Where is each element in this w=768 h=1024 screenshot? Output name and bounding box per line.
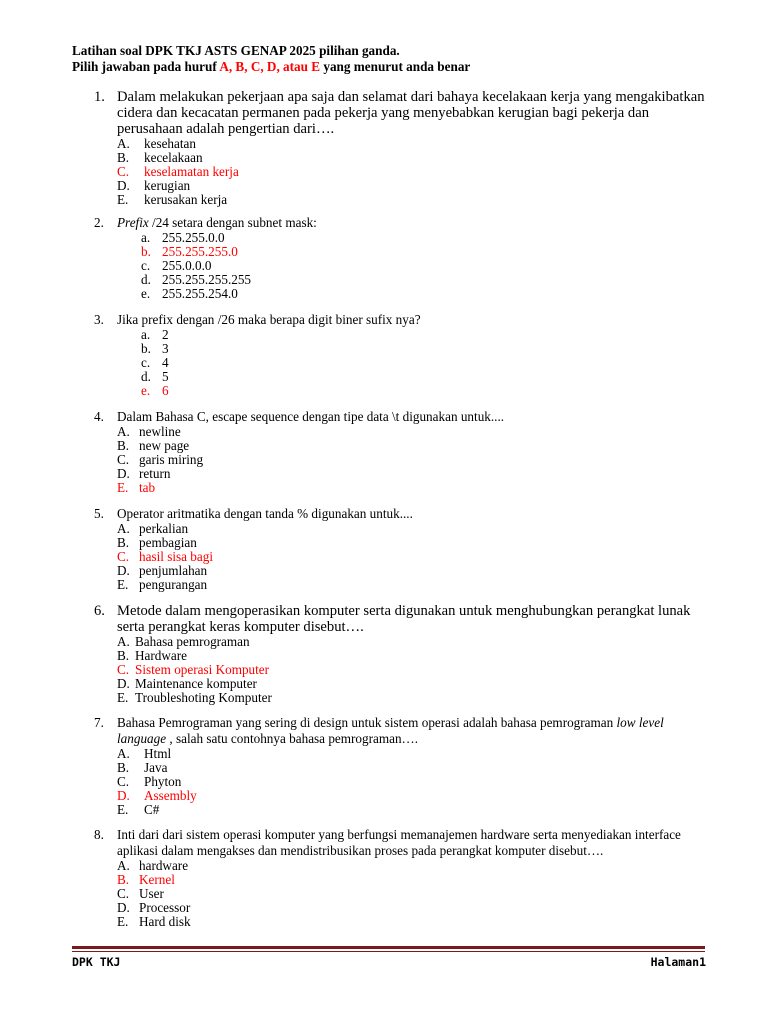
option-letter: b. [141,341,151,356]
option-text: 3 [162,341,169,356]
option-letter: D. [117,788,130,803]
header-instruction [72,59,470,75]
document-header [72,43,470,75]
option-a[interactable] [117,522,706,536]
option-letter: C. [117,662,130,677]
header-instruction-highlight: A, B, C, D, atau E [219,59,321,74]
option-list [94,747,706,817]
option-c-correct[interactable] [117,550,706,564]
question-6 [94,603,706,715]
option-b-correct[interactable] [117,873,706,887]
question-7 [94,715,706,827]
option-a[interactable] [117,747,706,761]
option-c[interactable] [141,259,706,273]
option-text: Hardware [135,648,187,663]
question-text-tail: , salah satu contohnya bahasa pemrograman…. [166,731,419,746]
option-text: 2 [162,327,169,342]
option-text: new page [139,438,190,453]
option-e[interactable] [117,193,706,207]
option-c-correct[interactable] [117,165,706,179]
option-letter: D. [117,676,130,691]
option-text: Sistem operasi Komputer [135,662,270,677]
option-letter: E. [117,577,129,592]
option-text: pembagian [139,535,197,550]
option-letter: D. [117,466,130,481]
question-5 [94,506,706,603]
option-letter: c. [141,258,151,273]
option-letter: C. [117,452,130,467]
option-letter: E. [117,914,129,929]
option-letter: B. [117,535,130,550]
option-letter: C. [117,886,130,901]
option-e[interactable] [117,915,706,929]
option-text: perkalian [139,521,189,536]
option-d[interactable] [141,273,706,287]
option-a[interactable] [117,137,706,151]
option-d[interactable] [117,901,706,915]
option-a[interactable] [141,328,706,342]
option-b[interactable] [117,761,706,775]
footer-rule-thick [72,946,705,949]
question-text: Dalam Bahasa C, escape sequence dengan tipe data \t digunakan untuk.... [117,409,505,424]
option-text: Phyton [144,774,182,789]
option-c[interactable] [117,775,706,789]
option-text: keselamatan kerja [144,164,239,179]
option-letter: e. [141,383,151,398]
option-text: Troubleshoting Komputer [135,690,272,705]
option-text: Assembly [144,788,197,803]
option-letter: D. [117,563,130,578]
question-2 [94,215,706,312]
option-letter: A. [117,424,130,439]
option-text: kerusakan kerja [144,192,228,207]
option-e[interactable] [117,691,706,705]
question-number: 2. [94,215,104,230]
page-number: Halaman1 [650,955,706,969]
header-instruction-tail: yang menurut anda benar [320,59,471,74]
option-letter: A. [117,634,130,649]
question-number: 6. [94,603,105,619]
option-letter: B. [117,150,130,165]
question-text: Metode dalam mengoperasikan komputer serta digunakan untuk menghubungkan perangkat lunak serta perangkat keras komputer disebut…. [117,603,691,635]
option-letter: A. [117,136,130,151]
option-c[interactable] [117,453,706,467]
option-letter: C. [117,549,130,564]
option-c[interactable] [117,887,706,901]
option-text: tab [139,480,156,495]
question-3 [94,312,706,409]
option-text: Hard disk [139,914,191,929]
question-number: 4. [94,409,104,424]
option-text: newline [139,424,181,439]
option-text: 4 [162,355,169,370]
option-text: garis miring [139,452,204,467]
option-text: penjumlahan [139,563,208,578]
option-letter: A. [117,746,130,761]
option-d[interactable] [117,467,706,481]
option-list [94,635,706,705]
question-number: 5. [94,506,104,521]
footer-rule-thin [72,951,705,952]
option-b[interactable] [117,439,706,453]
option-text: pengurangan [139,577,208,592]
option-text: return [139,466,171,481]
option-e[interactable] [117,803,706,817]
question-number: 1. [94,89,105,105]
header-instruction-text: Pilih jawaban pada huruf [72,59,220,74]
option-list [94,328,706,398]
option-text: hardware [139,858,189,873]
option-text: Java [144,760,168,775]
question-text: Operator aritmatika dengan tanda % digunakan untuk.... [117,506,413,521]
option-letter: A. [117,521,130,536]
question-text-body: /24 setara dengan subnet mask: [148,215,317,230]
option-d[interactable] [141,370,706,384]
option-letter: E. [117,690,129,705]
question-text-emphasis: Prefix [117,215,149,230]
option-b[interactable] [117,151,706,165]
option-list [94,859,706,929]
option-letter: c. [141,355,151,370]
option-d[interactable] [117,564,706,578]
option-text: Html [144,746,172,761]
option-a[interactable] [117,635,706,649]
question-text-emphasis: low level language [117,715,664,746]
option-text: 255.255.255.0 [162,244,238,259]
question-1 [94,89,706,215]
option-text: 255.255.254.0 [162,286,238,301]
option-c[interactable] [141,356,706,370]
question-text-body: Bahasa Pemrograman yang sering di design untuk sistem operasi adalah bahasa pemrograman [117,715,617,730]
option-letter: d. [141,272,151,287]
option-letter: B. [117,648,130,663]
option-letter: A. [117,858,130,873]
option-text: kesehatan [144,136,196,151]
option-list [94,522,706,592]
option-letter: E. [117,802,129,817]
question-number: 7. [94,715,104,730]
question-8 [94,827,706,929]
option-text: 255.0.0.0 [162,258,212,273]
option-e[interactable] [141,287,706,301]
option-list [94,137,706,207]
option-letter: D. [117,900,130,915]
question-number: 3. [94,312,104,327]
question-text: Jika prefix dengan /26 maka berapa digit biner sufix nya? [117,312,421,327]
option-letter: a. [141,230,151,245]
option-b-correct[interactable] [141,245,706,259]
header-title: Latihan soal DPK TKJ ASTS GENAP 2025 pilihan ganda. [72,43,400,58]
option-text: 255.255.0.0 [162,230,225,245]
question-4 [94,409,706,506]
option-text: User [139,886,164,901]
option-letter: B. [117,872,130,887]
option-e-correct[interactable] [141,384,706,398]
option-letter: E. [117,192,129,207]
option-d-correct[interactable] [117,789,706,803]
option-letter: C. [117,164,130,179]
footer-rule [72,946,705,952]
option-b[interactable] [117,649,706,663]
option-letter: a. [141,327,151,342]
option-e-correct[interactable] [117,481,706,495]
option-a[interactable] [117,859,706,873]
option-text: Maintenance komputer [135,676,257,691]
option-list [94,425,706,495]
option-letter: C. [117,774,130,789]
option-text: 5 [162,369,169,384]
option-text: Bahasa pemrograman [135,634,250,649]
option-a[interactable] [117,425,706,439]
question-list [94,89,706,929]
option-text: Kernel [139,872,175,887]
option-a[interactable] [141,231,706,245]
option-letter: B. [117,438,130,453]
option-b[interactable] [141,342,706,356]
option-letter: D. [117,178,130,193]
question-text: Dalam melakukan pekerjaan apa saja dan selamat dari bahaya kecelakaan kerja yang mengakibatkan cidera dan kecacatan permanen pada pekerja yang menyebabkan kerugian bagi pekerja dan perusahaan adalah pengertian dari…. [117,89,705,137]
question-text [117,715,706,747]
option-d[interactable] [117,179,706,193]
option-c-correct[interactable] [117,663,706,677]
option-list [94,231,706,301]
option-letter: e. [141,286,151,301]
question-text [117,215,706,231]
option-letter: E. [117,480,129,495]
question-text: Inti dari dari sistem operasi komputer yang berfungsi memanajemen hardware serta menyediakan interface aplikasi dalam mengakses dan mendistribusikan proses pada perangkat komputer disebut…. [117,827,681,858]
option-text: 6 [162,383,169,398]
option-text: 255.255.255.255 [162,272,252,287]
option-e[interactable] [117,578,706,592]
option-text: kerugian [144,178,191,193]
option-letter: b. [141,244,151,259]
option-text: kecelakaan [144,150,203,165]
option-text: C# [144,802,160,817]
option-text: Processor [139,900,191,915]
footer-left-text: DPK TKJ [72,955,121,969]
option-letter: d. [141,369,151,384]
question-number: 8. [94,827,104,842]
option-b[interactable] [117,536,706,550]
option-d[interactable] [117,677,706,691]
option-letter: B. [117,760,130,775]
option-text: hasil sisa bagi [139,549,213,564]
